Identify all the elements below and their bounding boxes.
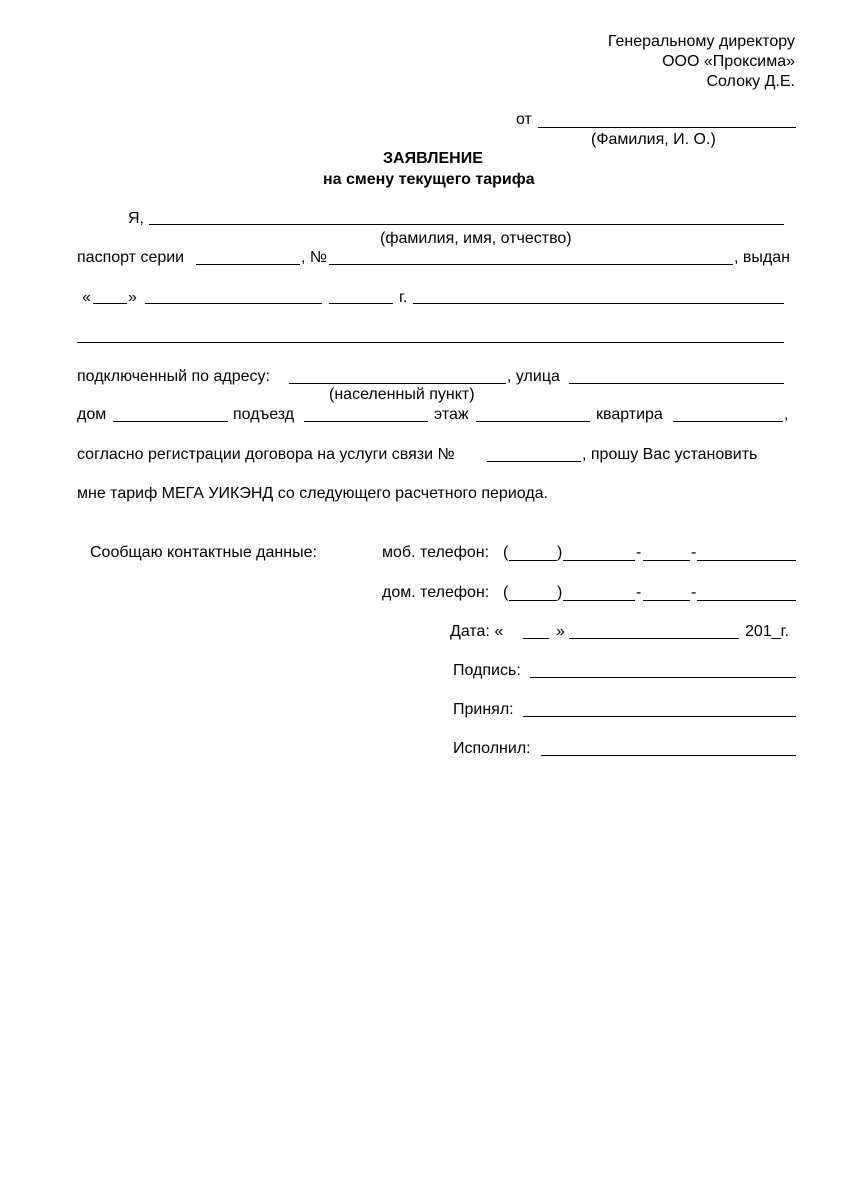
mobile-paren-close: ) bbox=[557, 544, 563, 561]
issued-label: , выдан bbox=[734, 249, 790, 266]
house-label: дом bbox=[77, 406, 107, 423]
apartment-field[interactable] bbox=[673, 421, 783, 422]
apartment-label: квартира bbox=[596, 406, 663, 423]
street-label: , улица bbox=[507, 368, 560, 385]
contract-label: согласно регистрации договора на услуги связи № bbox=[77, 446, 455, 463]
addressee-line-2: ООО «Проксима» bbox=[662, 53, 795, 70]
from-label: от bbox=[516, 111, 532, 128]
home-dash-2: - bbox=[691, 584, 697, 601]
house-field[interactable] bbox=[113, 421, 228, 422]
issue-year-field[interactable] bbox=[329, 303, 393, 304]
fio-hint: (фамилия, имя, отчество) bbox=[380, 230, 572, 247]
addressee-line-3: Солоку Д.Е. bbox=[706, 73, 795, 90]
street-field[interactable] bbox=[569, 383, 784, 384]
document-title: ЗАЯВЛЕНИЕ bbox=[383, 150, 483, 167]
passport-series-label: паспорт серии bbox=[77, 249, 185, 266]
issued-by-field[interactable] bbox=[413, 303, 784, 304]
fio-field[interactable] bbox=[149, 224, 784, 225]
mobile-code-field[interactable] bbox=[509, 560, 557, 561]
from-name-field[interactable] bbox=[538, 127, 796, 128]
home-paren-close: ) bbox=[557, 584, 563, 601]
accepted-label: Принял: bbox=[453, 701, 514, 718]
passport-series-field[interactable] bbox=[196, 264, 300, 265]
passport-number-field[interactable] bbox=[329, 264, 733, 265]
date-month-field[interactable] bbox=[569, 638, 739, 639]
home-part-2-field[interactable] bbox=[643, 600, 690, 601]
executed-field[interactable] bbox=[541, 755, 796, 756]
executed-label: Исполнил: bbox=[453, 740, 531, 757]
issue-date-quote-open: « bbox=[82, 289, 91, 306]
date-day-field[interactable] bbox=[523, 638, 549, 639]
issue-month-field[interactable] bbox=[145, 303, 322, 304]
home-part-3-field[interactable] bbox=[697, 600, 796, 601]
floor-label: этаж bbox=[434, 406, 469, 423]
date-label: Дата: « bbox=[450, 623, 504, 640]
accepted-field[interactable] bbox=[523, 716, 796, 717]
mobile-part-1-field[interactable] bbox=[563, 560, 635, 561]
issue-year-label: г. bbox=[399, 289, 408, 306]
locality-field[interactable] bbox=[289, 383, 506, 384]
entrance-label: подъезд bbox=[233, 406, 295, 423]
mobile-paren-open: ( bbox=[503, 544, 509, 561]
tariff-text: мне тариф МЕГА УИКЭНД со следующего расчетного периода. bbox=[77, 485, 548, 502]
passport-number-label: , № bbox=[301, 249, 328, 266]
date-year: 201_г. bbox=[745, 623, 789, 640]
mobile-dash-1: - bbox=[636, 544, 642, 561]
locality-hint: (населенный пункт) bbox=[329, 386, 475, 403]
home-part-1-field[interactable] bbox=[563, 600, 635, 601]
issued-by-continuation-field[interactable] bbox=[77, 342, 784, 343]
entrance-field[interactable] bbox=[304, 421, 428, 422]
document-subtitle: на смену текущего тарифа bbox=[323, 171, 535, 188]
mobile-part-2-field[interactable] bbox=[643, 560, 690, 561]
home-phone-label: дом. телефон: bbox=[382, 584, 490, 601]
contract-number-field[interactable] bbox=[487, 461, 581, 462]
home-dash-1: - bbox=[636, 584, 642, 601]
contract-request-text: , прошу Вас установить bbox=[582, 446, 758, 463]
mobile-part-3-field[interactable] bbox=[697, 560, 796, 561]
connected-address-label: подключенный по адресу: bbox=[77, 368, 270, 385]
signature-label: Подпись: bbox=[453, 662, 521, 679]
mobile-dash-2: - bbox=[691, 544, 697, 561]
mobile-phone-label: моб. телефон: bbox=[382, 544, 490, 561]
issue-date-quote-close: » bbox=[128, 289, 137, 306]
addressee-line-1: Генеральному директору bbox=[607, 33, 795, 50]
signature-field[interactable] bbox=[530, 677, 796, 678]
floor-field[interactable] bbox=[476, 421, 590, 422]
issue-day-field[interactable] bbox=[93, 303, 127, 304]
apartment-trailing-comma: , bbox=[784, 406, 789, 423]
date-quote-close: » bbox=[556, 623, 565, 640]
i-label: Я, bbox=[128, 210, 144, 227]
home-paren-open: ( bbox=[503, 584, 509, 601]
home-code-field[interactable] bbox=[509, 600, 557, 601]
from-hint: (Фамилия, И. О.) bbox=[591, 131, 716, 148]
contacts-label: Сообщаю контактные данные: bbox=[90, 544, 317, 561]
